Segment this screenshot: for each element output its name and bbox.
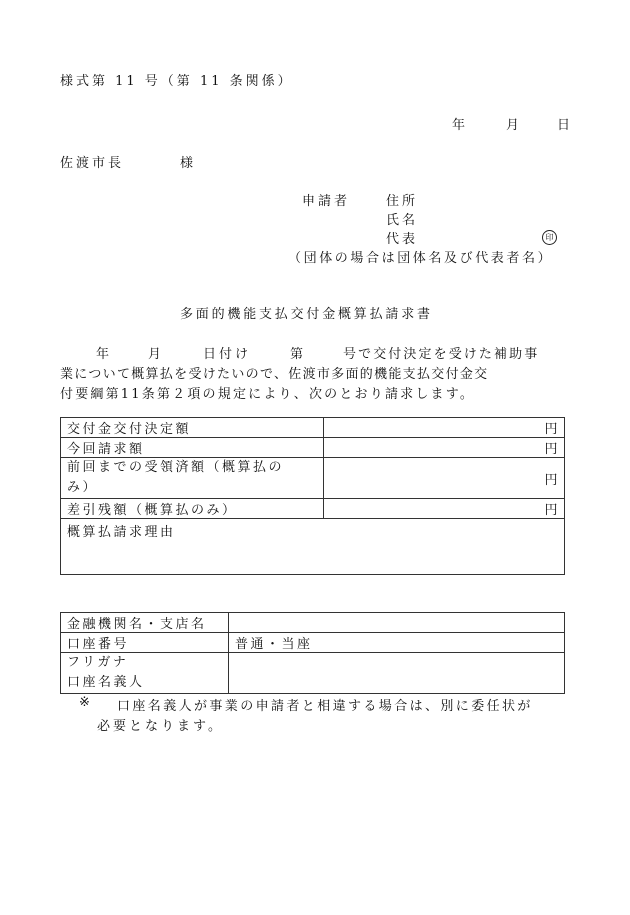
body-dai: 第 bbox=[290, 347, 304, 362]
reason-field[interactable] bbox=[61, 519, 565, 575]
note-line1: 口座名義人が事業の申請者と相違する場合は、別に委任状が bbox=[117, 699, 533, 714]
document-title: 多面的機能支払交付金概算払請求書 bbox=[180, 307, 433, 322]
table-row bbox=[61, 653, 565, 694]
date-month: 月 bbox=[506, 118, 520, 133]
yen-unit: 円 bbox=[544, 422, 560, 437]
applicant-rep-label: 代表 bbox=[386, 232, 419, 247]
decision-amount-label: 交付金交付決定額 bbox=[61, 418, 324, 438]
furigana-label: フリガナ bbox=[67, 655, 129, 670]
seal-icon: 印 bbox=[542, 229, 557, 245]
yen-unit: 円 bbox=[544, 442, 560, 457]
addressee: 佐渡市長 bbox=[60, 156, 125, 171]
note-mark: ※ bbox=[79, 695, 90, 710]
balance-field[interactable] bbox=[324, 499, 565, 519]
date-year: 年 bbox=[452, 118, 466, 133]
previous-received-label bbox=[61, 458, 324, 499]
body-line1-rest: 号で交付決定を受けた補助事 bbox=[343, 347, 540, 362]
note-line2: 必要となります。 bbox=[97, 719, 224, 734]
holder-labels bbox=[61, 653, 229, 694]
table-row bbox=[61, 418, 565, 438]
account-number-field[interactable] bbox=[229, 633, 565, 653]
applicant-address-label: 住所 bbox=[386, 194, 419, 209]
body-line2: 業について概算払を受けたいので、佐渡市多面的機能支払交付金交 bbox=[60, 367, 489, 382]
applicant-name-label: 氏名 bbox=[386, 213, 419, 228]
yen-unit: 円 bbox=[544, 503, 560, 518]
account-number-label: 口座番号 bbox=[61, 633, 229, 653]
amount-table bbox=[60, 417, 565, 575]
yen-unit: 円 bbox=[544, 472, 560, 488]
previous-received-field[interactable] bbox=[324, 458, 565, 499]
reason-label: 概算払請求理由 bbox=[67, 525, 176, 540]
applicant-note: （団体の場合は団体名及び代表者名） bbox=[288, 251, 554, 266]
table-row bbox=[61, 519, 565, 575]
body-month: 月 bbox=[148, 347, 162, 362]
table-row bbox=[61, 613, 565, 633]
bank-name-label: 金融機関名・支店名 bbox=[61, 613, 229, 633]
body-date-suffix: 日付け bbox=[203, 347, 252, 362]
account-holder-label: 口座名義人 bbox=[67, 675, 145, 690]
date-day: 日 bbox=[557, 118, 571, 133]
previous-received-label-line2: み） bbox=[67, 480, 99, 495]
decision-amount-field[interactable] bbox=[324, 418, 565, 438]
applicant-label: 申請者 bbox=[302, 194, 351, 209]
table-row bbox=[61, 633, 565, 653]
current-request-field[interactable] bbox=[324, 438, 565, 458]
table-row bbox=[61, 458, 565, 499]
form-number: 様式第 11 号（第 11 条関係） bbox=[60, 74, 294, 89]
balance-label: 差引残額（概算払のみ） bbox=[61, 499, 324, 519]
body-line3: 付要綱第11条第２項の規定により、次のとおり請求します。 bbox=[60, 387, 476, 402]
table-row bbox=[61, 499, 565, 519]
bank-table bbox=[60, 612, 565, 694]
current-request-label: 今回請求額 bbox=[61, 438, 324, 458]
account-holder-field[interactable] bbox=[229, 653, 565, 694]
previous-received-label-line1: 前回までの受領済額（概算払の bbox=[67, 460, 285, 475]
addressee-suffix: 様 bbox=[180, 156, 194, 171]
account-type-value: 普通・当座 bbox=[235, 637, 313, 652]
bank-name-field[interactable] bbox=[229, 613, 565, 633]
body-year: 年 bbox=[96, 347, 110, 362]
table-row bbox=[61, 438, 565, 458]
